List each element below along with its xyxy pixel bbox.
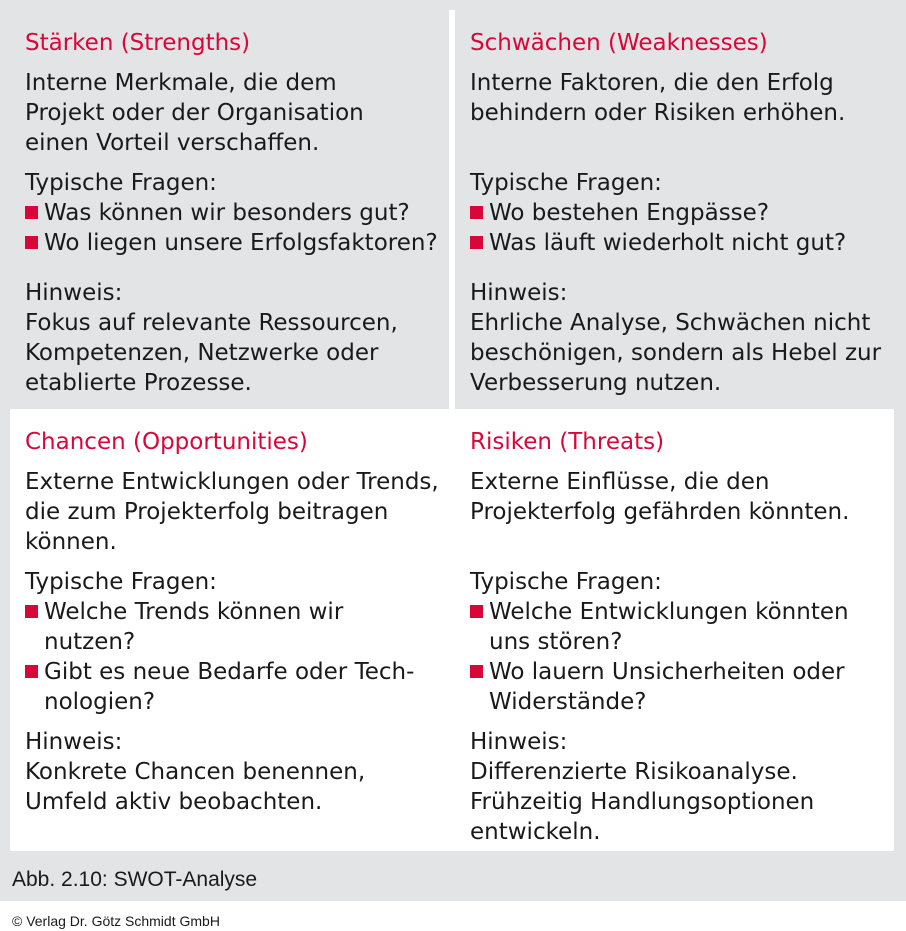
weaknesses-hint-label: Hinweis: bbox=[470, 280, 568, 306]
opportunities-questions-label: Typische Fragen: bbox=[25, 569, 217, 595]
list-item bbox=[25, 657, 449, 717]
question-text: Wo bestehen Engpässe? bbox=[489, 200, 770, 226]
square-bullet-icon bbox=[470, 605, 483, 618]
threats-heading: Risiken (Threats) bbox=[470, 429, 665, 455]
copyright-notice: © Verlag Dr. Götz Schmidt GmbH bbox=[12, 913, 220, 929]
question-text: Was läuft wiederholt nicht gut? bbox=[489, 230, 847, 256]
threats-description: Externe Einflüsse, die den Projekterfolg gefährden könnten. bbox=[470, 469, 850, 525]
square-bullet-icon bbox=[25, 605, 38, 618]
question-text: Welche Entwicklungen könnten uns stören? bbox=[489, 599, 849, 655]
list-item bbox=[25, 198, 449, 228]
weaknesses-questions-label: Typische Fragen: bbox=[470, 170, 662, 196]
opportunities-hint: Konkrete Chancen benennen, Umfeld aktiv beobachten. bbox=[25, 759, 366, 815]
question-text: Was können wir besonders gut? bbox=[44, 200, 410, 226]
list-item bbox=[470, 228, 894, 258]
strengths-questions-label: Typische Fragen: bbox=[25, 170, 217, 196]
question-text: Wo lauern Unsicherheiten oder Widerstände? bbox=[489, 659, 845, 715]
weaknesses-questions-list bbox=[470, 198, 894, 258]
strengths-hint-label: Hinweis: bbox=[25, 280, 123, 306]
list-item bbox=[25, 228, 449, 258]
weaknesses-hint: Ehrliche Analyse, Schwächen nicht beschönigen, sondern als Hebel zur Verbesserung nutzen. bbox=[470, 310, 882, 396]
strengths-hint: Fokus auf relevante Ressourcen, Kompetenzen, Netzwerke oder etablierte Prozesse. bbox=[25, 310, 398, 396]
threats-hint: Differenzierte Risikoanalyse. Frühzeitig Handlungsoptionen entwickeln. bbox=[470, 759, 815, 845]
strengths-heading: Stärken (Strengths) bbox=[25, 30, 251, 56]
square-bullet-icon bbox=[470, 206, 483, 219]
opportunities-quadrant bbox=[10, 409, 449, 851]
opportunities-questions-list bbox=[25, 597, 449, 717]
strengths-quadrant bbox=[10, 10, 449, 409]
square-bullet-icon bbox=[25, 236, 38, 249]
square-bullet-icon bbox=[470, 236, 483, 249]
strengths-description: Interne Merkmale, die dem Projekt oder der Organisation einen Vorteil verschaffen. bbox=[25, 70, 364, 156]
question-text: Welche Trends können wir nutzen? bbox=[44, 599, 344, 655]
threats-questions-list bbox=[470, 597, 894, 717]
weaknesses-heading: Schwächen (Weaknesses) bbox=[470, 30, 768, 56]
threats-quadrant bbox=[455, 409, 894, 851]
weaknesses-quadrant bbox=[455, 10, 894, 409]
square-bullet-icon bbox=[25, 665, 38, 678]
swot-grid bbox=[10, 10, 894, 851]
threats-questions-label: Typische Fragen: bbox=[470, 569, 662, 595]
list-item bbox=[25, 597, 449, 657]
opportunities-hint-label: Hinweis: bbox=[25, 729, 123, 755]
threats-hint-label: Hinweis: bbox=[470, 729, 568, 755]
square-bullet-icon bbox=[25, 206, 38, 219]
opportunities-heading: Chancen (Opportunities) bbox=[25, 429, 308, 455]
opportunities-description: Externe Entwicklungen oder Trends, die zum Projekterfolg beitragen können. bbox=[25, 469, 439, 555]
list-item bbox=[470, 657, 894, 717]
list-item bbox=[470, 198, 894, 228]
square-bullet-icon bbox=[470, 665, 483, 678]
figure-caption: Abb. 2.10: SWOT-Analyse bbox=[12, 868, 258, 891]
list-item bbox=[470, 597, 894, 657]
question-text: Gibt es neue Bedarfe oder Tech- nologien? bbox=[44, 659, 415, 715]
question-text: Wo liegen unsere Erfolgsfaktoren? bbox=[44, 230, 438, 256]
strengths-questions-list bbox=[25, 198, 449, 258]
weaknesses-description: Interne Faktoren, die den Erfolg behindern oder Risiken erhöhen. bbox=[470, 70, 846, 126]
